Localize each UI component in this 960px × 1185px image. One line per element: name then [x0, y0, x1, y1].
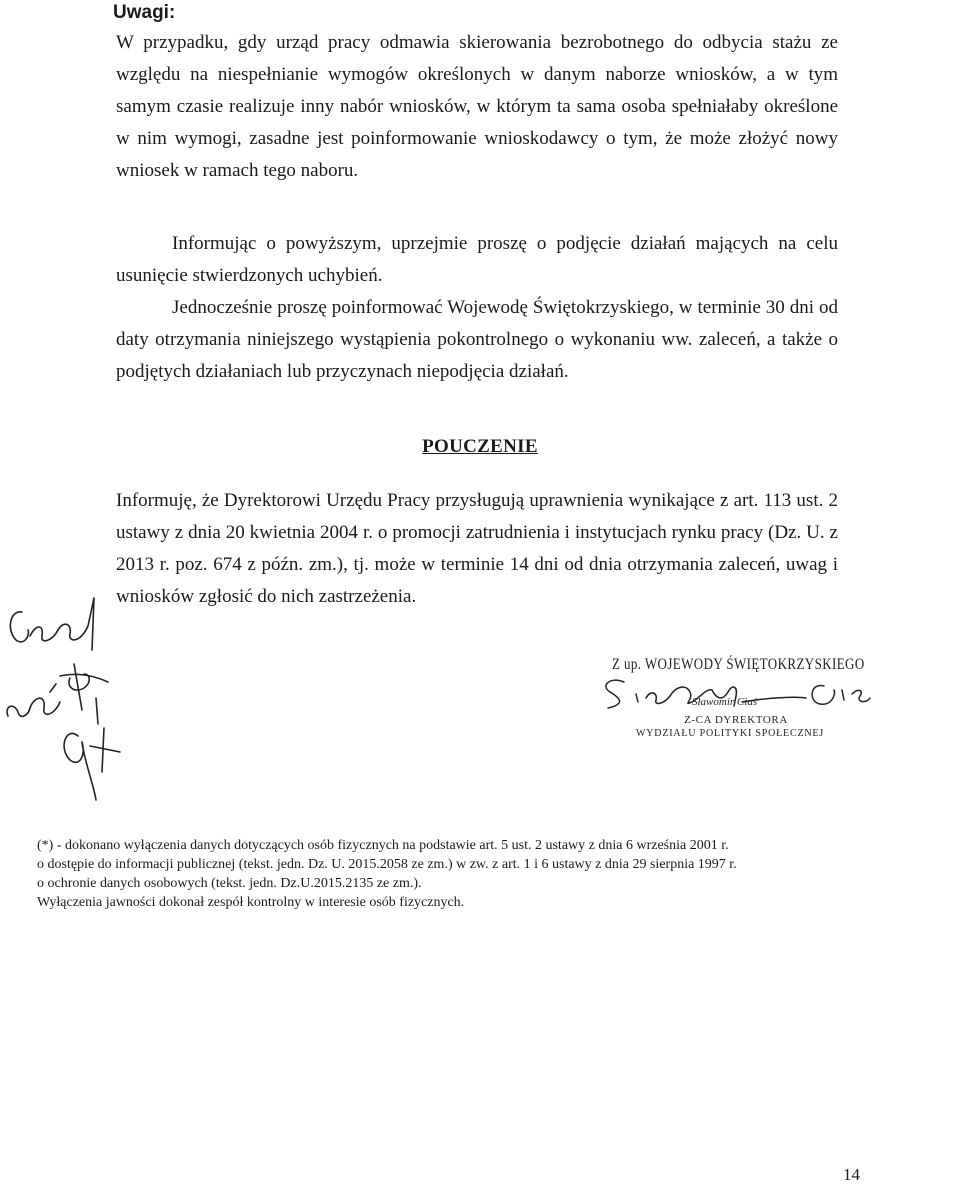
footnote-line-4: Wyłączenia jawności dokonał zespół kontrolny w interesie osób fizycznych.: [37, 895, 465, 910]
footnote-line-2: o dostępie do informacji publicznej (tekst. jedn. Dz. U. 2015.2058 ze zm.) w zw. z art. 1 i 6 ustawy z dnia 29 sierpnia 1997 r.: [37, 857, 737, 872]
stamp-signature-area: [596, 672, 876, 716]
footnote: [37, 836, 957, 912]
stamp-authority-line: Z up. WOJEWODY ŚWIĘTOKRZYSKIEGO: [612, 654, 865, 673]
remarks-paragraph-2: Informując o powyższym, uprzejmie proszę o podjęcie działań mających na celu usunięcie stwierdzonych uchybień.: [116, 233, 838, 286]
remarks-heading: Uwagi:: [113, 2, 176, 23]
handwritten-initials: [0, 590, 130, 810]
footnote-line-3: o ochronie danych osobowych (tekst. jedn. Dz.U.2015.2135 ze zm.).: [37, 876, 422, 891]
stamp-signatory-name: Sławomir Ciaś: [692, 696, 758, 708]
stamp-department-line: WYDZIAŁU POLITYKI SPOŁECZNEJ: [636, 728, 824, 739]
official-stamp: [596, 656, 876, 739]
footnote-line-1: (*) - dokonano wyłączenia danych dotyczących osób fizycznych na podstawie art. 5 ust. 2 ustawy z dnia 6 września 2001 r.: [37, 838, 729, 853]
stamp-position-line: Z-CA DYREKTORA: [684, 714, 788, 726]
instruction-paragraph: Informuję, że Dyrektorowi Urzędu Pracy przysługują uprawnienia wynikające z art. 113 ust. 2 ustawy z dnia 20 kwietnia 2004 r. o promocji zatrudnienia i instytucjach rynku pracy (Dz. U. z 2013 r. poz. 674 z późn. zm.), tj. może w terminie 14 dni od dnia otrzymania zaleceń, uwag i wniosków zgłosić do nich zastrzeżenia.: [116, 490, 838, 607]
handwritten-signature: [596, 672, 876, 716]
page-number: 14: [843, 1165, 860, 1184]
remarks-paragraph-1: W przypadku, gdy urząd pracy odmawia skierowania bezrobotnego do odbycia stażu ze względu na niespełnianie wymogów określonych w danym naborze wniosków, a w tym samym czasie realizuje inny nabór wniosków, w którym ta sama osoba spełniałaby określone w nim wymogi, zasadne jest poinformowanie wnioskodawcy o tym, że może złożyć nowy wniosek w ramach tego naboru.: [116, 32, 838, 181]
instruction-heading: POUCZENIE: [422, 436, 538, 457]
remarks-paragraph-3: Jednocześnie proszę poinformować Wojewodę Świętokrzyskiego, w terminie 30 dni od daty otrzymania niniejszego wystąpienia pokontrolnego o wykonaniu ww. zaleceń, a także o podjętych działaniach lub przyczynach niepodjęcia działań.: [116, 297, 838, 382]
